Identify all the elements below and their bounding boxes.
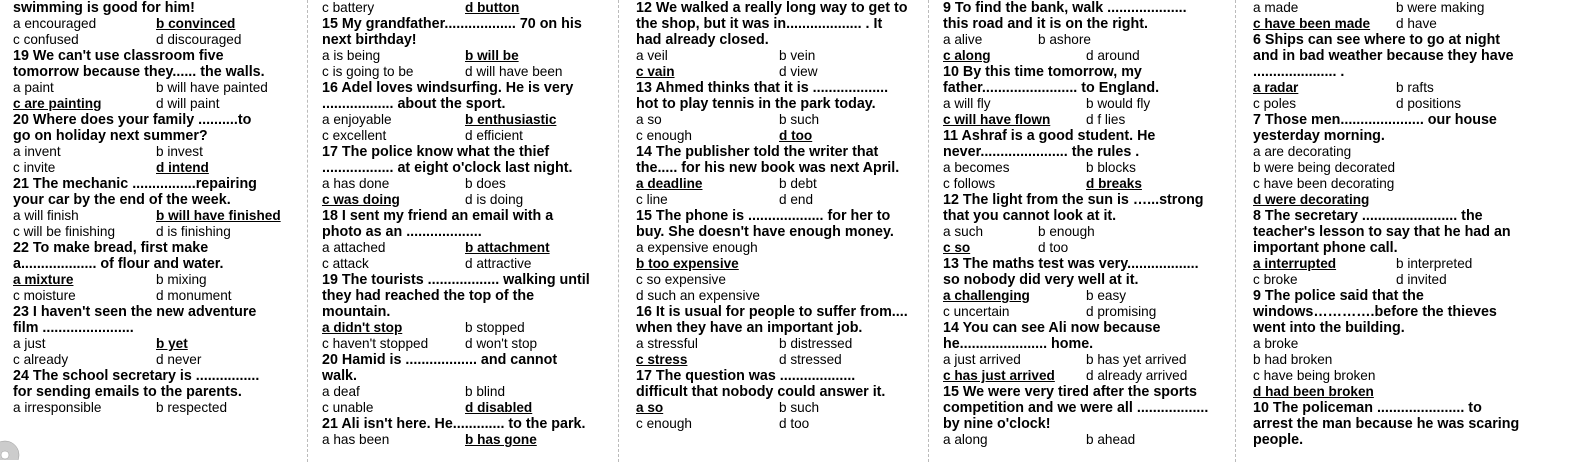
question-text: film ....................... bbox=[13, 320, 134, 336]
option-left: c attack bbox=[322, 256, 369, 271]
answer-options bbox=[943, 368, 1233, 384]
question-text: windows………….before the thieves bbox=[1253, 304, 1497, 320]
question-text: never...................... the rules . bbox=[943, 144, 1140, 160]
column-divider bbox=[618, 0, 619, 462]
option-left: a so bbox=[636, 400, 664, 415]
answer-options bbox=[636, 128, 926, 144]
answer-options bbox=[322, 336, 612, 352]
answer-options bbox=[1253, 176, 1553, 192]
option-left: c already bbox=[13, 352, 69, 367]
option-left: a just arrived bbox=[943, 352, 1021, 367]
question-text: the..... for his new book was next April. bbox=[636, 160, 900, 176]
question-text: went into the building. bbox=[1253, 320, 1405, 336]
option-left: a is being bbox=[322, 48, 381, 63]
column-divider bbox=[307, 0, 308, 462]
option-left: c are painting bbox=[13, 96, 102, 111]
option-left: c uncertain bbox=[943, 304, 1010, 319]
question-text: swimming is good for him! bbox=[13, 0, 195, 16]
question-text: 16 Adel loves windsurfing. He is very bbox=[322, 80, 574, 96]
option-right: b invest bbox=[156, 144, 203, 159]
question-text: 15 We were very tired after the sports bbox=[943, 384, 1198, 400]
question-text: tomorrow because they...... the walls. bbox=[13, 64, 265, 80]
question-text: yesterday morning. bbox=[1253, 128, 1385, 144]
option-left: c have been made bbox=[1253, 16, 1371, 31]
option-left: a irresponsible bbox=[13, 400, 102, 415]
option-left: a invent bbox=[13, 144, 61, 159]
option-left: a mixture bbox=[13, 272, 74, 287]
option-left: c vain bbox=[636, 64, 675, 79]
answer-options bbox=[13, 400, 305, 416]
answer-options bbox=[1253, 96, 1553, 112]
question-text: that you cannot look at it. bbox=[943, 208, 1117, 224]
answer-options bbox=[1253, 0, 1553, 16]
option-right: b yet bbox=[156, 336, 188, 351]
answer-options bbox=[636, 192, 926, 208]
option-left: a paint bbox=[13, 80, 54, 95]
option-right: b ashore bbox=[1038, 32, 1091, 47]
option-left: c battery bbox=[322, 0, 375, 15]
answer-options bbox=[322, 128, 612, 144]
answer-options bbox=[322, 320, 612, 336]
option-left: a attached bbox=[322, 240, 386, 255]
option-left: a deaf bbox=[322, 384, 360, 399]
answer-options bbox=[1253, 80, 1553, 96]
option-right: b such bbox=[779, 112, 820, 127]
question-text: 14 You can see Ali now because bbox=[943, 320, 1161, 336]
option-left: c line bbox=[636, 192, 668, 207]
option-right: b respected bbox=[156, 400, 228, 415]
question-text: 6 Ships can see where to go at night bbox=[1253, 32, 1501, 48]
column-divider bbox=[928, 0, 929, 462]
answer-options bbox=[1253, 256, 1553, 272]
option-right: b has yet arrived bbox=[1086, 352, 1187, 367]
option-left: c stress bbox=[636, 352, 688, 367]
answer-options bbox=[322, 64, 612, 80]
answer-options bbox=[1253, 352, 1553, 368]
option-right: d positions bbox=[1396, 96, 1461, 111]
option-left: d had been broken bbox=[1253, 384, 1374, 399]
question-text: 13 Ahmed thinks that it is ................... bbox=[636, 80, 889, 96]
option-left: a alive bbox=[943, 32, 983, 47]
question-text: difficult that nobody could answer it. bbox=[636, 384, 886, 400]
option-left: c will be finishing bbox=[13, 224, 115, 239]
option-right: d around bbox=[1086, 48, 1140, 63]
option-right: b enthusiastic bbox=[465, 112, 557, 127]
answer-options bbox=[636, 416, 926, 432]
answer-options bbox=[943, 304, 1233, 320]
question-text: a................... of flour and water. bbox=[13, 256, 224, 272]
option-right: d too bbox=[779, 128, 813, 143]
question-text: 13 The maths test was very.................. bbox=[943, 256, 1199, 272]
option-right: d will have been bbox=[465, 64, 563, 79]
answer-options bbox=[1253, 16, 1553, 32]
option-right: d too bbox=[779, 416, 810, 431]
question-text: 9 The police said that the bbox=[1253, 288, 1424, 304]
question-text: people. bbox=[1253, 432, 1304, 448]
question-text: 21 The mechanic ................repairing bbox=[13, 176, 257, 192]
question-text: 19 We can't use classroom five bbox=[13, 48, 224, 64]
option-right: b does bbox=[465, 176, 506, 191]
column-1 bbox=[13, 0, 305, 462]
question-text: 12 The light from the sun is …...strong bbox=[943, 192, 1204, 208]
answer-options bbox=[1253, 272, 1553, 288]
option-left: a radar bbox=[1253, 80, 1299, 95]
option-left: c moisture bbox=[13, 288, 76, 303]
question-text: had already closed. bbox=[636, 32, 769, 48]
option-right: d is doing bbox=[465, 192, 524, 207]
question-text: 18 I sent my friend an email with a bbox=[322, 208, 554, 224]
option-right: d attractive bbox=[465, 256, 532, 271]
answer-options bbox=[13, 80, 305, 96]
option-right: d promising bbox=[1086, 304, 1157, 319]
question-text: .................. about the sport. bbox=[322, 96, 506, 112]
option-left: c follows bbox=[943, 176, 996, 191]
option-right: d too bbox=[1038, 240, 1069, 255]
answer-options bbox=[943, 288, 1233, 304]
option-left: a has been bbox=[322, 432, 390, 447]
option-left: c enough bbox=[636, 128, 692, 143]
question-text: 21 Ali isn't here. He............. to the park. bbox=[322, 416, 586, 432]
question-text: 16 It is usual for people to suffer from.... bbox=[636, 304, 908, 320]
column-2 bbox=[322, 0, 612, 462]
answer-options bbox=[943, 112, 1233, 128]
option-right: b would fly bbox=[1086, 96, 1151, 111]
answer-options bbox=[13, 32, 305, 48]
question-text: photo as an ................... bbox=[322, 224, 482, 240]
question-text: and in bad weather because they have bbox=[1253, 48, 1514, 64]
question-text: he...................... home. bbox=[943, 336, 1094, 352]
question-text: arrest the man because he was scaring bbox=[1253, 416, 1520, 432]
question-text: 20 Where does your family ..........to bbox=[13, 112, 252, 128]
option-left: c was doing bbox=[322, 192, 400, 207]
option-left: a just bbox=[13, 336, 46, 351]
option-right: b interpreted bbox=[1396, 256, 1473, 271]
question-text: buy. She doesn't have enough money. bbox=[636, 224, 894, 240]
option-right: d will paint bbox=[156, 96, 220, 111]
option-left: a interrupted bbox=[1253, 256, 1337, 271]
question-text: next birthday! bbox=[322, 32, 417, 48]
option-right: b blocks bbox=[1086, 160, 1136, 175]
option-right: d disabled bbox=[465, 400, 533, 415]
column-3 bbox=[636, 0, 926, 462]
answer-options bbox=[13, 96, 305, 112]
option-left: a are decorating bbox=[1253, 144, 1352, 159]
option-right: d view bbox=[779, 64, 818, 79]
question-text: 7 Those men..................... our house bbox=[1253, 112, 1497, 128]
option-left: c excellent bbox=[322, 128, 387, 143]
option-right: d f lies bbox=[1086, 112, 1126, 127]
question-text: they had reached the top of the bbox=[322, 288, 535, 304]
answer-options bbox=[636, 272, 926, 288]
answer-options bbox=[943, 432, 1233, 448]
answer-options bbox=[636, 256, 926, 272]
answer-options bbox=[322, 48, 612, 64]
question-text: competition and we were all .................. bbox=[943, 400, 1209, 416]
answer-options bbox=[1253, 160, 1553, 176]
answer-options bbox=[943, 224, 1233, 240]
option-right: b will have finished bbox=[156, 208, 281, 223]
answer-options bbox=[636, 336, 926, 352]
answer-options bbox=[322, 192, 612, 208]
option-right: b such bbox=[779, 400, 820, 415]
option-left: d were decorating bbox=[1253, 192, 1370, 207]
answer-options bbox=[1253, 144, 1553, 160]
option-right: b mixing bbox=[156, 272, 207, 287]
option-right: d button bbox=[465, 0, 520, 15]
column-divider bbox=[1235, 0, 1236, 462]
answer-options bbox=[636, 48, 926, 64]
answer-options bbox=[13, 336, 305, 352]
question-text: father........................ to England. bbox=[943, 80, 1160, 96]
question-text: walk. bbox=[322, 368, 357, 384]
option-right: b debt bbox=[779, 176, 817, 191]
answer-options bbox=[943, 32, 1233, 48]
answer-options bbox=[636, 400, 926, 416]
option-right: d discouraged bbox=[156, 32, 242, 47]
answer-options bbox=[943, 240, 1233, 256]
question-text: 9 To find the bank, walk .................... bbox=[943, 0, 1187, 16]
answer-options bbox=[636, 240, 926, 256]
question-text: 11 Ashraf is a good student. He bbox=[943, 128, 1156, 144]
option-left: a encouraged bbox=[13, 16, 97, 31]
answer-options bbox=[322, 240, 612, 256]
answer-options bbox=[1253, 384, 1553, 400]
answer-options bbox=[1253, 368, 1553, 384]
option-left: c have being broken bbox=[1253, 368, 1376, 383]
answer-options bbox=[13, 160, 305, 176]
option-left: a will fly bbox=[943, 96, 991, 111]
option-right: d breaks bbox=[1086, 176, 1142, 191]
answer-options bbox=[13, 272, 305, 288]
option-left: a so bbox=[636, 112, 662, 127]
question-text: 8 The secretary ........................ the bbox=[1253, 208, 1483, 224]
option-right: b enough bbox=[1038, 224, 1095, 239]
option-right: d invited bbox=[1396, 272, 1447, 287]
option-right: d stressed bbox=[779, 352, 842, 367]
answer-options bbox=[943, 176, 1233, 192]
option-right: d is finishing bbox=[156, 224, 231, 239]
option-left: c haven't stopped bbox=[322, 336, 429, 351]
answer-options bbox=[322, 384, 612, 400]
option-left: c is going to be bbox=[322, 64, 414, 79]
option-right: d have bbox=[1396, 16, 1437, 31]
option-right: b ahead bbox=[1086, 432, 1136, 447]
option-right: d never bbox=[156, 352, 202, 367]
question-text: .................. at eight o'clock last night. bbox=[322, 160, 573, 176]
question-text: 22 To make bread, first make bbox=[13, 240, 209, 256]
option-left: c along bbox=[943, 48, 991, 63]
answer-options bbox=[13, 352, 305, 368]
option-left: a didn't stop bbox=[322, 320, 403, 335]
question-text: 10 The policeman ...................... to bbox=[1253, 400, 1482, 416]
answer-options bbox=[322, 0, 612, 16]
option-right: b vein bbox=[779, 48, 816, 63]
answer-options bbox=[943, 96, 1233, 112]
question-text: when they have an important job. bbox=[636, 320, 863, 336]
option-left: c will have flown bbox=[943, 112, 1051, 127]
answer-options bbox=[636, 64, 926, 80]
question-text: 23 I haven't seen the new adventure bbox=[13, 304, 257, 320]
answer-options bbox=[1253, 192, 1553, 208]
option-right: b attachment bbox=[465, 240, 550, 255]
option-right: b has gone bbox=[465, 432, 537, 447]
option-left: c so bbox=[943, 240, 971, 255]
question-text: 10 By this time tomorrow, my bbox=[943, 64, 1142, 80]
option-left: a veil bbox=[636, 48, 668, 63]
question-text: 15 My grandfather.................. 70 on his bbox=[322, 16, 582, 32]
option-left: a expensive enough bbox=[636, 240, 758, 255]
option-left: c invite bbox=[13, 160, 56, 175]
option-left: a becomes bbox=[943, 160, 1010, 175]
option-left: c enough bbox=[636, 416, 692, 431]
option-right: d monument bbox=[156, 288, 232, 303]
option-left: a has done bbox=[322, 176, 390, 191]
answer-options bbox=[636, 176, 926, 192]
option-right: b stopped bbox=[465, 320, 525, 335]
answer-options bbox=[1253, 336, 1553, 352]
option-left: c confused bbox=[13, 32, 79, 47]
answer-options bbox=[943, 352, 1233, 368]
question-text: teacher's lesson to say that he had an bbox=[1253, 224, 1511, 240]
option-left: a stressful bbox=[636, 336, 698, 351]
option-right: d already arrived bbox=[1086, 368, 1188, 383]
option-left: a made bbox=[1253, 0, 1299, 15]
question-text: 17 The question was ................... bbox=[636, 368, 856, 384]
answer-options bbox=[943, 48, 1233, 64]
answer-options bbox=[13, 224, 305, 240]
option-left: a will finish bbox=[13, 208, 79, 223]
question-text: for sending emails to the parents. bbox=[13, 384, 242, 400]
question-text: mountain. bbox=[322, 304, 391, 320]
answer-options bbox=[13, 288, 305, 304]
option-left: c broke bbox=[1253, 272, 1298, 287]
answer-options bbox=[636, 352, 926, 368]
question-text: the shop, but it was in................... . It bbox=[636, 16, 883, 32]
option-left: c poles bbox=[1253, 96, 1297, 111]
option-right: d end bbox=[779, 192, 814, 207]
answer-options bbox=[943, 160, 1233, 176]
question-text: 12 We walked a really long way to get to bbox=[636, 0, 908, 16]
question-text: your car by the end of the week. bbox=[13, 192, 231, 208]
option-right: b will have painted bbox=[156, 80, 268, 95]
option-right: b easy bbox=[1086, 288, 1127, 303]
answer-options bbox=[322, 256, 612, 272]
question-text: ..................... . bbox=[1253, 64, 1345, 80]
option-left: c have been decorating bbox=[1253, 176, 1395, 191]
question-text: important phone call. bbox=[1253, 240, 1398, 256]
column-5 bbox=[1253, 0, 1553, 462]
option-left: a broke bbox=[1253, 336, 1299, 351]
option-left: b too expensive bbox=[636, 256, 739, 271]
answer-options bbox=[322, 432, 612, 448]
column-4 bbox=[943, 0, 1233, 462]
option-left: c so expensive bbox=[636, 272, 726, 287]
option-right: b were making bbox=[1396, 0, 1485, 15]
option-right: d efficient bbox=[465, 128, 523, 143]
option-left: a deadline bbox=[636, 176, 703, 191]
answer-options bbox=[13, 144, 305, 160]
question-text: 24 The school secretary is ................ bbox=[13, 368, 260, 384]
option-right: b convinced bbox=[156, 16, 236, 31]
answer-options bbox=[322, 112, 612, 128]
answer-options bbox=[13, 208, 305, 224]
answer-options bbox=[636, 288, 926, 304]
option-left: a along bbox=[943, 432, 988, 447]
question-text: this road and it is on the right. bbox=[943, 16, 1148, 32]
question-text: by nine o'clock! bbox=[943, 416, 1051, 432]
question-text: 20 Hamid is .................. and cannot bbox=[322, 352, 558, 368]
option-left: b were being decorated bbox=[1253, 160, 1396, 175]
answer-options bbox=[322, 400, 612, 416]
option-right: d won't stop bbox=[465, 336, 538, 351]
option-left: c unable bbox=[322, 400, 374, 415]
question-text: 17 The police know what the thief bbox=[322, 144, 550, 160]
option-right: b distressed bbox=[779, 336, 853, 351]
question-text: so nobody did very well at it. bbox=[943, 272, 1139, 288]
option-right: d intend bbox=[156, 160, 209, 175]
question-text: hot to play tennis in the park today. bbox=[636, 96, 876, 112]
answer-options bbox=[13, 16, 305, 32]
option-left: a challenging bbox=[943, 288, 1030, 303]
option-left: c has just arrived bbox=[943, 368, 1055, 383]
option-left: d such an expensive bbox=[636, 288, 760, 303]
option-left: a such bbox=[943, 224, 984, 239]
option-right: b will be bbox=[465, 48, 519, 63]
option-left: a enjoyable bbox=[322, 112, 392, 127]
question-text: go on holiday next summer? bbox=[13, 128, 208, 144]
question-text: 15 The phone is ................... for her to bbox=[636, 208, 891, 224]
option-right: b blind bbox=[465, 384, 506, 399]
option-left: b had broken bbox=[1253, 352, 1333, 367]
cd-disc-icon bbox=[0, 438, 22, 460]
question-text: 14 The publisher told the writer that bbox=[636, 144, 879, 160]
option-right: b rafts bbox=[1396, 80, 1434, 95]
question-text: 19 The tourists .................. walking until bbox=[322, 272, 590, 288]
answer-options bbox=[636, 112, 926, 128]
answer-options bbox=[322, 176, 612, 192]
